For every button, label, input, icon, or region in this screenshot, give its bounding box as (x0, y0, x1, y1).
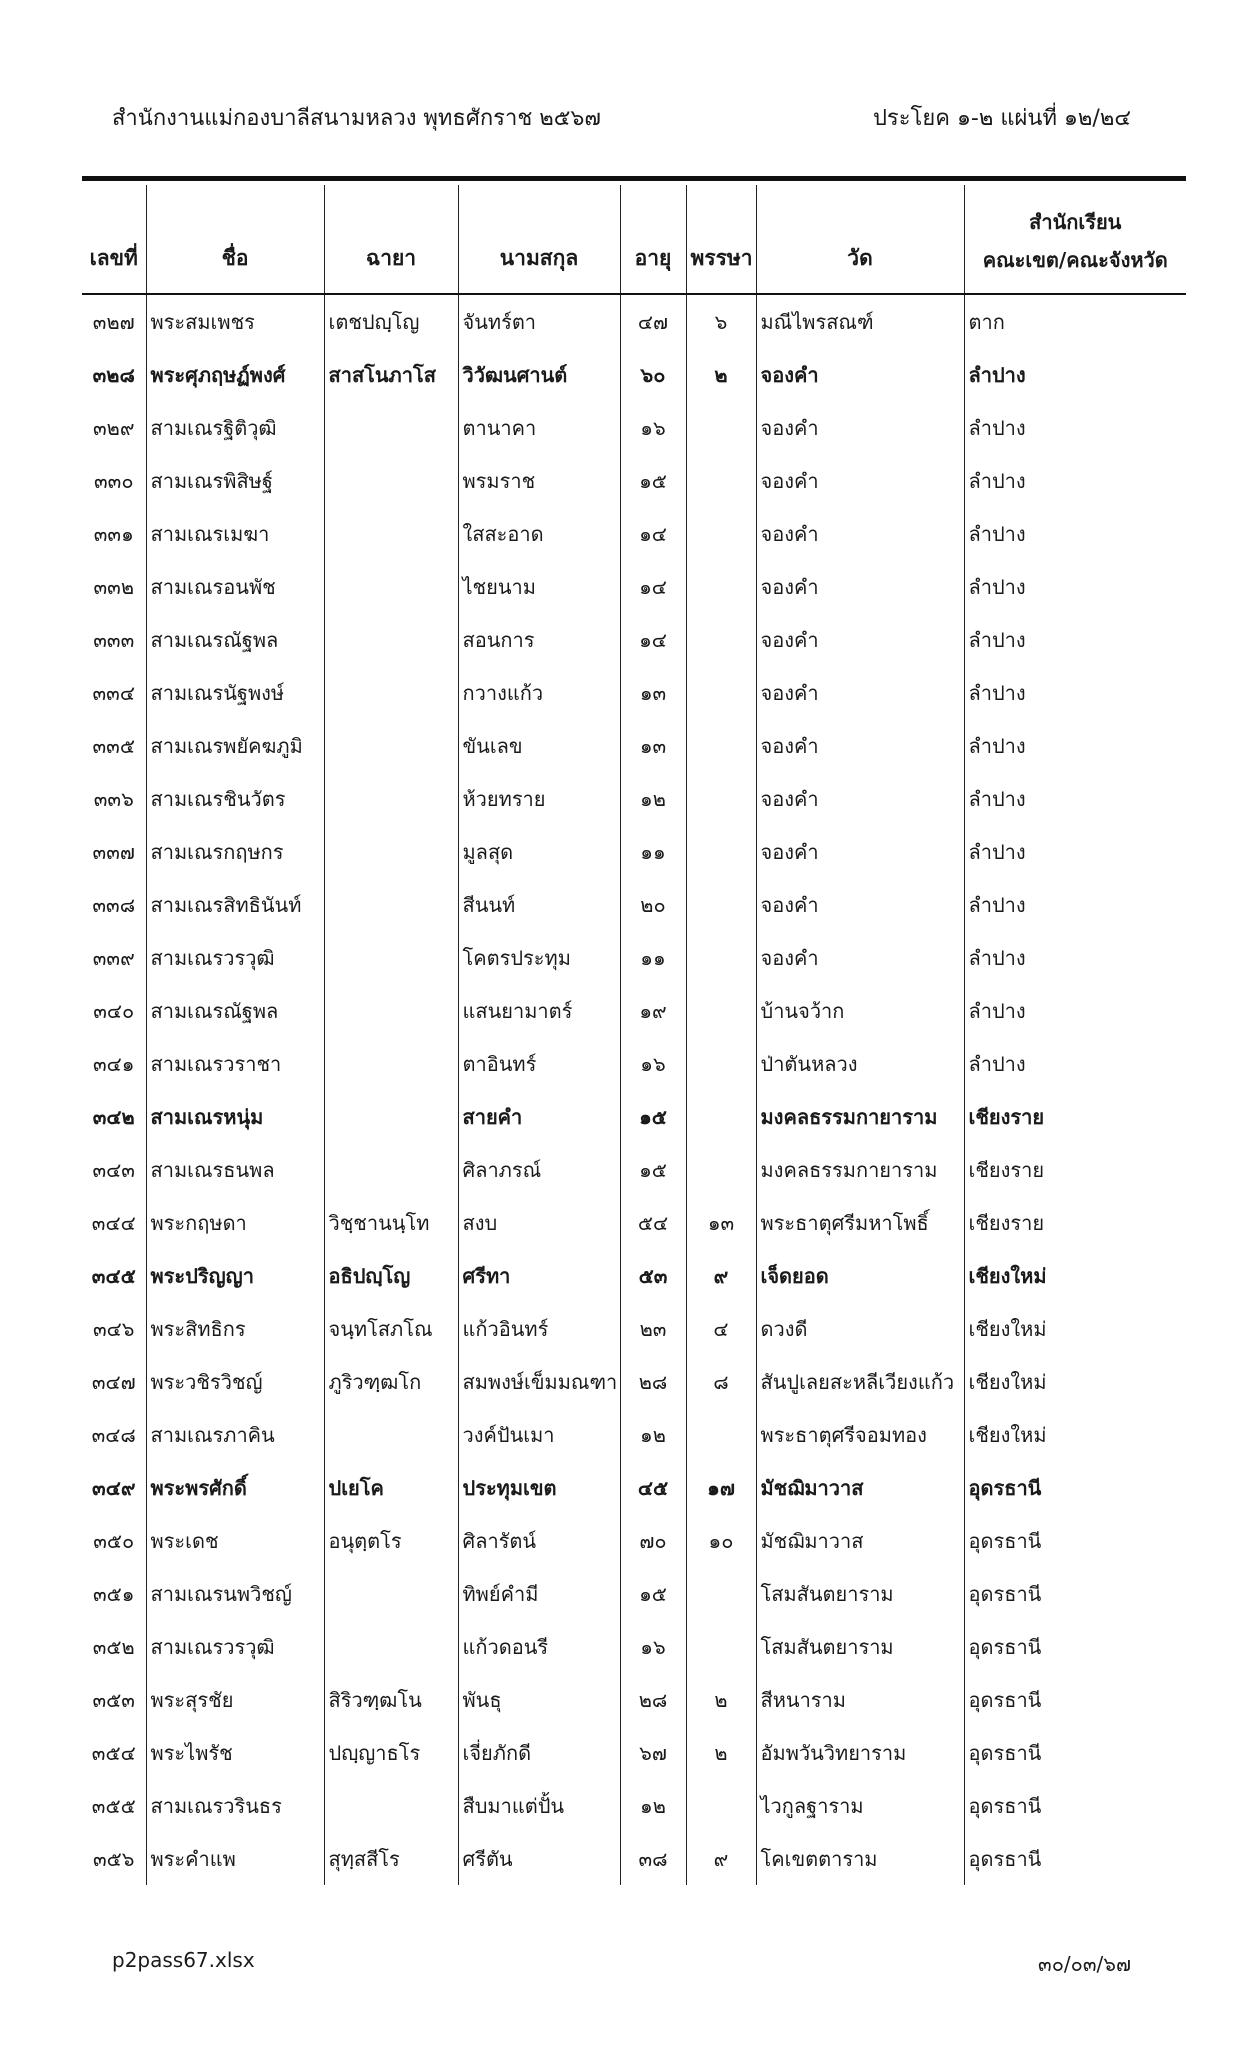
table-row (82, 666, 1186, 719)
cell-province: อุดรธานี (964, 1726, 1186, 1779)
cell-title (324, 507, 458, 560)
cell-title (324, 560, 458, 613)
cell-title (324, 666, 458, 719)
cell-surname: ห้วยทราย (458, 772, 620, 825)
cell-title (324, 401, 458, 454)
cell-temple: โคเขตตาราม (756, 1832, 964, 1885)
cell-province: ลำปาง (964, 772, 1186, 825)
table-row (82, 1196, 1186, 1249)
cell-num: ๓๔๕ (91, 1263, 136, 1288)
results-table-container (82, 176, 1186, 1885)
cell-age: ๑๔ (620, 507, 686, 560)
cell-age: ๗๐ (620, 1514, 686, 1567)
cell-surname: ใสสะอาด (458, 507, 620, 560)
cell-name: สามเณรวราชา (146, 1037, 324, 1090)
cell-vassa (686, 1143, 756, 1196)
cell-vassa (686, 666, 756, 719)
cell-age: ๑๙ (620, 984, 686, 1037)
table-row (82, 1302, 1186, 1355)
cell-surname: ตานาคา (458, 401, 620, 454)
table-row (82, 1620, 1186, 1673)
cell-name: สามเณรณัฐพล (146, 984, 324, 1037)
cell-num: ๓๔๗ (91, 1369, 136, 1394)
cell-vassa: ๙ (686, 1249, 756, 1302)
cell-temple: อัมพวันวิทยาราม (756, 1726, 964, 1779)
cell-surname: วิวัฒนศานต์ (458, 348, 620, 401)
table-top-rule (82, 176, 1186, 185)
table-header-row (82, 185, 1186, 294)
cell-temple: จองคำ (756, 454, 964, 507)
cell-temple: จองคำ (756, 772, 964, 825)
cell-vassa (686, 1567, 756, 1620)
cell-age: ๒๓ (620, 1302, 686, 1355)
cell-title (324, 1090, 458, 1143)
cell-province: อุดรธานี (964, 1620, 1186, 1673)
cell-temple: ป่าตันหลวง (756, 1037, 964, 1090)
col-header-age: อายุ (620, 185, 686, 294)
cell-age: ๒๘ (620, 1673, 686, 1726)
table-row (82, 1143, 1186, 1196)
cell-name: พระศุภฤษฏ์พงศ์ (146, 348, 324, 401)
cell-province: อุดรธานี (964, 1673, 1186, 1726)
cell-title (324, 454, 458, 507)
cell-province: เชียงราย (964, 1143, 1186, 1196)
cell-vassa (686, 507, 756, 560)
cell-age: ๑๔ (620, 560, 686, 613)
cell-name: สามเณรณัฐพล (146, 613, 324, 666)
cell-province: ลำปาง (964, 984, 1186, 1037)
cell-title (324, 1143, 458, 1196)
cell-title (324, 1408, 458, 1461)
cell-province: อุดรธานี (964, 1779, 1186, 1832)
table-row (82, 560, 1186, 613)
cell-temple: มัชฌิมาวาส (756, 1461, 964, 1514)
cell-num: ๓๔๔ (91, 1210, 136, 1235)
cell-vassa: ๔ (686, 1302, 756, 1355)
cell-title (324, 719, 458, 772)
cell-name: สามเณรนพวิชญ์ (146, 1567, 324, 1620)
cell-surname: กวางแก้ว (458, 666, 620, 719)
cell-name: สามเณรพยัคฆภูมิ (146, 719, 324, 772)
cell-name: สามเณรวรวุฒิ (146, 1620, 324, 1673)
col-header-school-line2: คณะเขต/คณะจังหวัด (982, 248, 1168, 272)
cell-name: พระสุรชัย (146, 1673, 324, 1726)
cell-num: ๓๓๒ (93, 574, 135, 599)
cell-name: สามเณรภาคิน (146, 1408, 324, 1461)
cell-province: เชียงใหม่ (964, 1302, 1186, 1355)
cell-name: พระสิทธิกร (146, 1302, 324, 1355)
cell-province: เชียงราย (964, 1196, 1186, 1249)
cell-title: ภูริวฑฺฒโก (324, 1355, 458, 1408)
table-row (82, 825, 1186, 878)
table-row (82, 1726, 1186, 1779)
cell-province: เชียงใหม่ (964, 1355, 1186, 1408)
cell-age: ๑๒ (620, 772, 686, 825)
cell-title (324, 613, 458, 666)
cell-age: ๑๑ (620, 825, 686, 878)
cell-title (324, 1567, 458, 1620)
cell-age: ๒๘ (620, 1355, 686, 1408)
cell-province: ลำปาง (964, 401, 1186, 454)
cell-age: ๑๔ (620, 613, 686, 666)
cell-num: ๓๕๐ (93, 1528, 135, 1553)
cell-age: ๑๒ (620, 1408, 686, 1461)
table-body (82, 294, 1186, 1885)
cell-age: ๒๐ (620, 878, 686, 931)
table-row (82, 772, 1186, 825)
cell-province: ลำปาง (964, 1037, 1186, 1090)
cell-temple: มงคลธรรมกายาราม (756, 1143, 964, 1196)
cell-name: สามเณรเมฆา (146, 507, 324, 560)
cell-temple: โสมสันตยาราม (756, 1567, 964, 1620)
cell-title: สุทฺสสีโร (324, 1832, 458, 1885)
cell-num: ๓๔๖ (92, 1316, 135, 1341)
cell-vassa: ๑๓ (686, 1196, 756, 1249)
cell-num: ๓๔๐ (93, 998, 135, 1023)
table-row (82, 1779, 1186, 1832)
cell-name: พระปริญญา (146, 1249, 324, 1302)
cell-surname: ไชยนาม (458, 560, 620, 613)
table-row (82, 931, 1186, 984)
cell-age: ๑๖ (620, 1620, 686, 1673)
table-row (82, 348, 1186, 401)
cell-surname: สมพงษ์เข็มมณฑา (458, 1355, 620, 1408)
cell-name: สามเณรสิทธินันท์ (146, 878, 324, 931)
cell-province: ลำปาง (964, 931, 1186, 984)
cell-num: ๓๔๘ (91, 1422, 136, 1447)
cell-surname: สีนนท์ (458, 878, 620, 931)
cell-surname: ศรีทา (458, 1249, 620, 1302)
table-row (82, 984, 1186, 1037)
cell-name: สามเณรฐิติวุฒิ (146, 401, 324, 454)
cell-name: พระพรศักดิ์ (146, 1461, 324, 1514)
footer-date: ๓๐/๐๓/๖๗ (1038, 1952, 1131, 1976)
cell-vassa (686, 1090, 756, 1143)
footer-filename: p2pass67.xlsx (112, 1948, 255, 1972)
cell-title: อธิปญฺโญ (324, 1249, 458, 1302)
table-row (82, 507, 1186, 560)
cell-age: ๕๓ (620, 1249, 686, 1302)
cell-surname: พรมราช (458, 454, 620, 507)
table-row (82, 1037, 1186, 1090)
cell-vassa (686, 1779, 756, 1832)
cell-surname: สงบ (458, 1196, 620, 1249)
cell-surname: แก้วดอนรี (458, 1620, 620, 1673)
cell-vassa (686, 719, 756, 772)
cell-num: ๓๕๑ (92, 1581, 135, 1606)
table-row (82, 1461, 1186, 1514)
cell-surname: พันธุ (458, 1673, 620, 1726)
cell-age: ๕๔ (620, 1196, 686, 1249)
table-row (82, 1249, 1186, 1302)
cell-name: พระไพรัช (146, 1726, 324, 1779)
cell-age: ๑๓ (620, 666, 686, 719)
cell-temple: จองคำ (756, 878, 964, 931)
cell-name: สามเณรวรวุฒิ (146, 931, 324, 984)
cell-age: ๑๕ (620, 454, 686, 507)
cell-age: ๑๕ (620, 1567, 686, 1620)
cell-vassa: ๒ (686, 1726, 756, 1779)
col-header-name: ชื่อ (146, 185, 324, 294)
cell-num: ๓๓๙ (92, 945, 135, 970)
cell-vassa (686, 1408, 756, 1461)
cell-title (324, 1779, 458, 1832)
cell-title (324, 878, 458, 931)
table-row (82, 401, 1186, 454)
page-header-office: สำนักงานแม่กองบาลีสนามหลวง พุทธศักราช ๒๕๖๗ (112, 106, 601, 131)
cell-surname: ตาอินทร์ (458, 1037, 620, 1090)
cell-name: พระเดช (146, 1514, 324, 1567)
cell-num: ๓๓๓ (93, 627, 135, 652)
cell-title: อนุตฺตโร (324, 1514, 458, 1567)
cell-vassa (686, 772, 756, 825)
cell-age: ๔๗ (620, 294, 686, 348)
cell-province: อุดรธานี (964, 1514, 1186, 1567)
col-header-school-line1: สำนักเรียน (1029, 210, 1122, 234)
cell-num: ๓๕๓ (92, 1687, 135, 1712)
cell-name: พระวชิรวิชญ์ (146, 1355, 324, 1408)
cell-num: ๓๕๒ (92, 1634, 135, 1659)
cell-province: อุดรธานี (964, 1461, 1186, 1514)
cell-name: พระสมเพชร (146, 294, 324, 348)
cell-name: สามเณรพิสิษฐ์ (146, 454, 324, 507)
cell-age: ๓๘ (620, 1832, 686, 1885)
cell-num: ๓๓๑ (93, 521, 134, 546)
cell-num: ๓๒๗ (92, 309, 135, 334)
cell-province: ตาก (964, 294, 1186, 348)
table-row (82, 454, 1186, 507)
cell-age: ๑๕ (620, 1143, 686, 1196)
cell-name: สามเณรอนพัช (146, 560, 324, 613)
cell-temple: มัชฌิมาวาส (756, 1514, 964, 1567)
cell-title: วิชฺชานนฺโท (324, 1196, 458, 1249)
cell-province: ลำปาง (964, 878, 1186, 931)
cell-title (324, 825, 458, 878)
cell-province: ลำปาง (964, 560, 1186, 613)
cell-title: เตชปญฺโญ (324, 294, 458, 348)
cell-temple: ไวกูลฐาราม (756, 1779, 964, 1832)
cell-num: ๓๒๙ (92, 415, 135, 440)
cell-temple: จองคำ (756, 507, 964, 560)
cell-name: สามเณรชินวัตร (146, 772, 324, 825)
cell-surname: ศิลาภรณ์ (458, 1143, 620, 1196)
cell-surname: ทิพย์คำมี (458, 1567, 620, 1620)
cell-age: ๑๓ (620, 719, 686, 772)
cell-name: สามเณรนัฐพงษ์ (146, 666, 324, 719)
cell-vassa (686, 1037, 756, 1090)
col-header-num: เลขที่ (82, 185, 146, 294)
cell-age: ๑๑ (620, 931, 686, 984)
cell-num: ๓๕๖ (92, 1846, 135, 1871)
cell-surname: เจี่ยภักดี (458, 1726, 620, 1779)
cell-province: ลำปาง (964, 454, 1186, 507)
cell-vassa: ๑๗ (686, 1461, 756, 1514)
cell-province: อุดรธานี (964, 1832, 1186, 1885)
cell-temple: จองคำ (756, 825, 964, 878)
cell-vassa: ๒ (686, 348, 756, 401)
table-row (82, 1090, 1186, 1143)
cell-age: ๖๗ (620, 1726, 686, 1779)
cell-age: ๑๒ (620, 1779, 686, 1832)
cell-temple: มณีไพรสณฑ์ (756, 294, 964, 348)
cell-surname: แสนยามาตร์ (458, 984, 620, 1037)
cell-vassa (686, 878, 756, 931)
cell-temple: บ้านจว้าก (756, 984, 964, 1037)
cell-temple: พระธาตุศรีมหาโพธิ์ (756, 1196, 964, 1249)
table-row (82, 613, 1186, 666)
cell-vassa (686, 984, 756, 1037)
cell-vassa (686, 613, 756, 666)
table-row (82, 878, 1186, 931)
results-table (82, 185, 1186, 1885)
cell-name: สามเณรหนุ่ม (146, 1090, 324, 1143)
cell-temple: เจ็ดยอด (756, 1249, 964, 1302)
cell-surname: ประทุมเขต (458, 1461, 620, 1514)
cell-age: ๑๖ (620, 1037, 686, 1090)
cell-province: ลำปาง (964, 719, 1186, 772)
cell-num: ๓๓๗ (92, 839, 135, 864)
cell-surname: ศรีตัน (458, 1832, 620, 1885)
col-header-temple: วัด (756, 185, 964, 294)
cell-vassa (686, 931, 756, 984)
cell-title (324, 772, 458, 825)
cell-surname: มูลสุด (458, 825, 620, 878)
cell-temple: จองคำ (756, 348, 964, 401)
cell-title: ปญฺญาธโร (324, 1726, 458, 1779)
table-row (82, 1408, 1186, 1461)
cell-vassa: ๙ (686, 1832, 756, 1885)
cell-province: เชียงใหม่ (964, 1408, 1186, 1461)
cell-vassa: ๘ (686, 1355, 756, 1408)
cell-surname: ขันเลข (458, 719, 620, 772)
cell-name: พระกฤษดา (146, 1196, 324, 1249)
cell-surname: โคตรประทุม (458, 931, 620, 984)
cell-title (324, 1620, 458, 1673)
cell-temple: มงคลธรรมกายาราม (756, 1090, 964, 1143)
cell-temple: จองคำ (756, 560, 964, 613)
cell-title: สิริวฑฺฒโน (324, 1673, 458, 1726)
cell-temple: โสมสันตยาราม (756, 1620, 964, 1673)
cell-surname: แก้วอินทร์ (458, 1302, 620, 1355)
cell-surname: จันทร์ตา (458, 294, 620, 348)
cell-temple: จองคำ (756, 666, 964, 719)
cell-num: ๓๔๙ (92, 1475, 136, 1500)
cell-age: ๔๕ (620, 1461, 686, 1514)
table-row (82, 1832, 1186, 1885)
cell-temple: ดวงดี (756, 1302, 964, 1355)
cell-age: ๑๖ (620, 401, 686, 454)
cell-title (324, 984, 458, 1037)
cell-surname: สืบมาแต่ปั้น (458, 1779, 620, 1832)
cell-title (324, 931, 458, 984)
table-row (82, 1567, 1186, 1620)
table-row (82, 294, 1186, 348)
cell-province: ลำปาง (964, 825, 1186, 878)
cell-num: ๓๕๔ (91, 1740, 136, 1765)
cell-num: ๓๔๒ (92, 1104, 135, 1129)
cell-temple: พระธาตุศรีจอมทอง (756, 1408, 964, 1461)
cell-temple: จองคำ (756, 719, 964, 772)
cell-province: เชียงใหม่ (964, 1249, 1186, 1302)
cell-temple: สีหนาราม (756, 1673, 964, 1726)
cell-province: ลำปาง (964, 613, 1186, 666)
cell-province: ลำปาง (964, 348, 1186, 401)
cell-vassa: ๖ (686, 294, 756, 348)
cell-vassa (686, 825, 756, 878)
cell-vassa (686, 454, 756, 507)
cell-age: ๑๕ (620, 1090, 686, 1143)
cell-province: อุดรธานี (964, 1567, 1186, 1620)
cell-temple: สันปูเลยสะหลีเวียงแก้ว (756, 1355, 964, 1408)
cell-vassa: ๑๐ (686, 1514, 756, 1567)
cell-age: ๖๐ (620, 348, 686, 401)
table-row (82, 1514, 1186, 1567)
cell-num: ๓๓๔ (92, 680, 135, 705)
cell-num: ๓๓๘ (92, 892, 136, 917)
cell-surname: วงค์ปันเมา (458, 1408, 620, 1461)
cell-temple: จองคำ (756, 401, 964, 454)
cell-surname: สายคำ (458, 1090, 620, 1143)
cell-title: จนฺทโสภโณ (324, 1302, 458, 1355)
cell-name: สามเณรธนพล (146, 1143, 324, 1196)
table-row (82, 1355, 1186, 1408)
cell-num: ๓๔๓ (92, 1157, 135, 1182)
col-header-vassa: พรรษา (686, 185, 756, 294)
cell-num: ๓๓๕ (92, 733, 135, 758)
cell-name: พระคำแพ (146, 1832, 324, 1885)
table-row (82, 1673, 1186, 1726)
cell-province: ลำปาง (964, 507, 1186, 560)
cell-num: ๓๒๘ (92, 362, 135, 387)
cell-vassa (686, 560, 756, 613)
page-header-sheet: ประโยค ๑-๒ แผ่นที่ ๑๒/๒๔ (872, 106, 1131, 131)
cell-name: สามเณรวรินธร (146, 1779, 324, 1832)
cell-province: ลำปาง (964, 666, 1186, 719)
cell-title (324, 1037, 458, 1090)
cell-title: สาสโนภาโส (324, 348, 458, 401)
col-header-school (964, 185, 1186, 294)
col-header-title: ฉายา (324, 185, 458, 294)
cell-num: ๓๕๕ (91, 1793, 136, 1818)
cell-temple: จองคำ (756, 613, 964, 666)
col-header-surname: นามสกุล (458, 185, 620, 294)
cell-title: ปเยโค (324, 1461, 458, 1514)
cell-surname: สอนการ (458, 613, 620, 666)
cell-surname: ศิลารัตน์ (458, 1514, 620, 1567)
cell-num: ๓๓๖ (93, 786, 134, 811)
cell-num: ๓๓๐ (93, 468, 134, 493)
cell-temple: จองคำ (756, 931, 964, 984)
cell-province: เชียงราย (964, 1090, 1186, 1143)
cell-vassa (686, 1620, 756, 1673)
cell-name: สามเณรกฤษกร (146, 825, 324, 878)
table-row (82, 719, 1186, 772)
cell-num: ๓๔๑ (92, 1051, 135, 1076)
cell-vassa: ๒ (686, 1673, 756, 1726)
cell-vassa (686, 401, 756, 454)
